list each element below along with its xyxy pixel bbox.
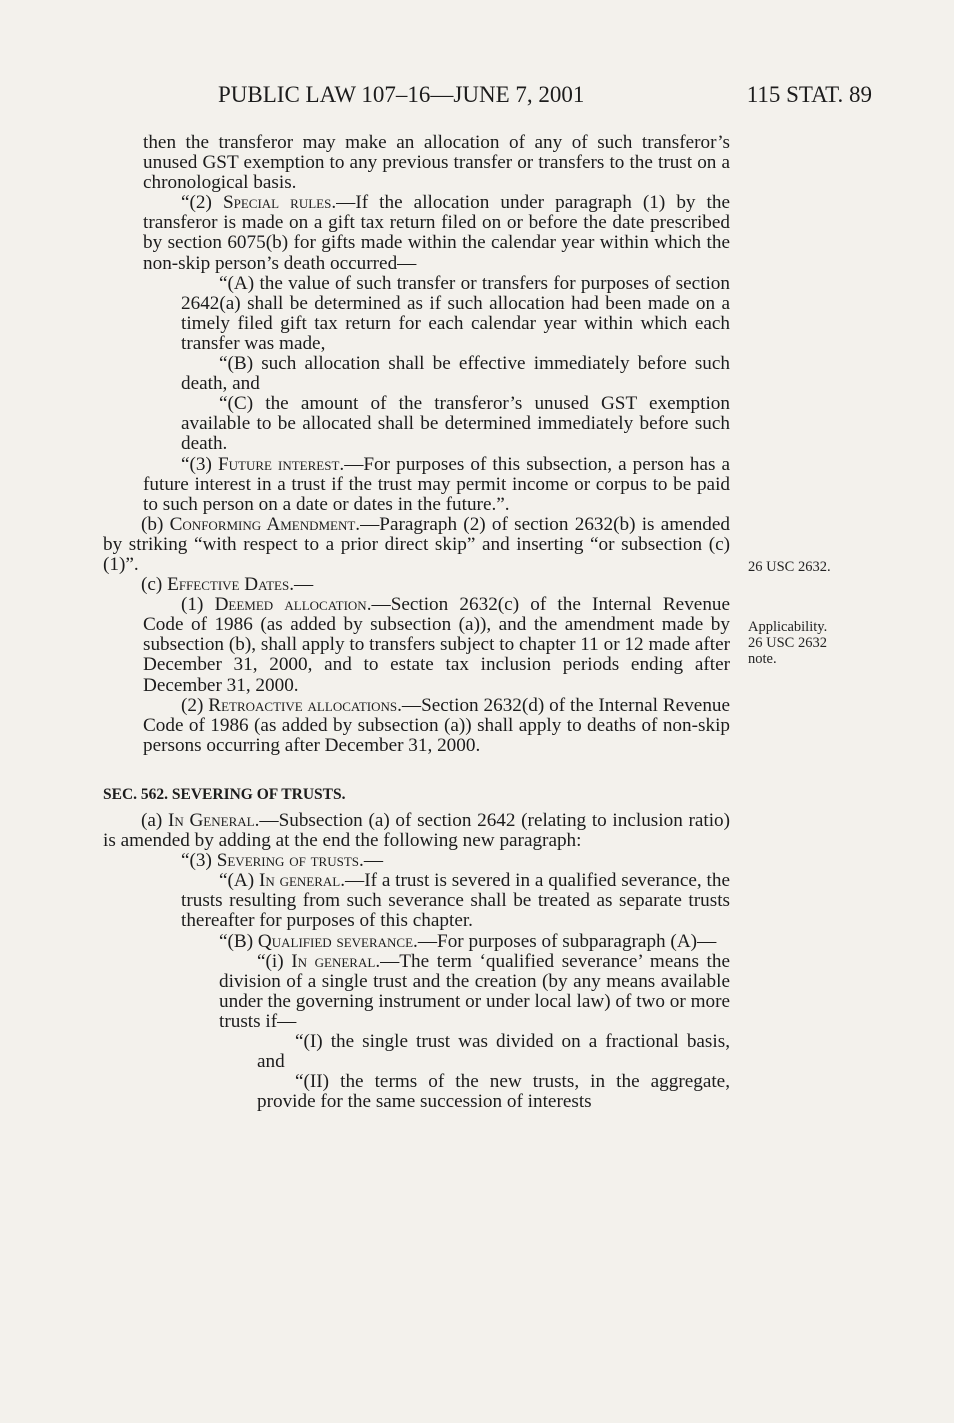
para-number: (c) [141,574,168,596]
subsection-c-effective-dates [103,575,730,595]
para-heading: Retroactive allocations [208,694,398,716]
para-heading: Special rules [222,192,332,214]
para-heading: In general [258,870,341,892]
para-number: (a) [141,810,168,831]
running-title: PUBLIC LAW 107–16—JUNE 7, 2001 [218,82,585,107]
para-heading: Conforming Amendment [169,513,356,535]
clause-i-in-general [103,952,730,1032]
subsection-a-in-general [103,811,730,851]
para-heading: Qualified severance [257,930,414,952]
para-text: .—For purposes of subparagraph (A)— [413,930,717,952]
subsection-b-conforming [103,515,730,575]
para-number: (1) [181,594,215,616]
para-number: “(3) [181,850,217,872]
para-number: “(2) [181,192,223,214]
margin-note-applicability [748,619,827,667]
paragraph-severing-of-trusts [103,851,730,871]
subparagraph-c: “(C) the amount of the transferor’s unused GST exemption available to be allocated shall be determined immediately before such death. [181,393,730,455]
margin-note-note-line: note. [748,651,777,667]
para-text: .—Subsection (a) of section 2642 (relating to inclusion ratio) is amended by adding at the end the following new paragraph: [103,810,731,852]
para-heading: Deemed allocation [214,594,367,616]
paragraph-future-interest [103,455,730,515]
paragraph-deemed-allocation [103,595,730,695]
para-text: .—Section 2632(d) of the Internal Revenue Code of 1986 (as added by subsection (a)) shall apply to deaths of non-skip persons occurring after December 31, 2000. [143,694,731,756]
para-heading: In general [291,950,376,972]
subclause-ii: “(II) the terms of the new trusts, in the aggregate, provide for the same succession of interests [257,1071,730,1113]
para-number: (2) [181,694,209,716]
margin-note-usc: 26 USC 2632. [748,559,831,575]
margin-note-applicability-label: Applicability. [748,619,828,635]
para-text: .— [289,574,314,596]
subparagraph-a: “(A) the value of such transfer or transfers for purposes of section 2642(a) shall be determined as if such allocation had been made on a timely filed gift tax return for each calendar year within which each transfer was made, [181,272,730,354]
para-text: .—If the allocation under paragraph (1) by the transferor is made on a gift tax return filed on or before the date prescribed by section 6075(b) for gifts made within the calendar year within which the non-skip person’s death occurred— [143,192,730,274]
para-heading: Future interest [217,453,340,475]
para-text: .—Paragraph (2) of section 2632(b) is amended by striking “with respect to a prior direct skip” and inserting “or subsection (c)(1)”. [103,513,730,575]
paragraph-retroactive-allocations [103,696,730,756]
page-body [103,133,730,1112]
para-text: .—For purposes of this subsection, a person has a future interest in a trust if the trust may permit income or corpus to be paid to such person on a date or dates in the future.”. [143,453,731,515]
page-header [0,82,954,114]
section-heading: SEC. 562. SEVERING OF TRUSTS. [103,785,346,803]
para-text: .—The term ‘qualified severance’ means the division of a single trust and the creation (by any means available under the governing instrument or under local law) of two or more trusts if— [219,950,730,1032]
para-heading: Severing of trusts [216,850,360,872]
paragraph-special-rules [103,193,730,273]
para-text: .—If a trust is severed in a qualified severance, the trusts resulting from such severance shall be treated as separate trusts thereafter for purposes of this chapter. [181,870,730,932]
stat-citation: 115 STAT. 89 [746,82,872,107]
subparagraph-b: “(B) such allocation shall be effective immediately before such death, and [181,353,730,395]
para-heading: Effective Dates [167,574,290,596]
para-text: .— [359,850,384,872]
subclause-i: “(I) the single trust was divided on a fractional basis, and [257,1031,730,1073]
para-number: “(3) [181,453,218,475]
para-number: “(A) [219,870,259,892]
subparagraph-a-in-general [103,871,730,931]
para-number: “(B) [219,930,258,952]
subparagraph-b-qualified-severance [103,932,730,952]
para-heading: In General [167,810,255,831]
para-number: “(i) [257,950,292,972]
para-number: (b) [141,513,170,535]
paragraph-continuation: then the transferor may make an allocation of any of such transferor’s unused GST exemption to any previous transfer or transfers to the trust on a chronological basis. [143,132,730,194]
margin-note-usc-line: 26 USC 2632 [748,635,827,651]
para-text: .—Section 2632(c) of the Internal Revenue Code of 1986 (as added by subsection (a)), and the amendment made by subsection (b), shall apply to transfers subject to chapter 11 or 12 made after December 31, 2000, and to estate tax inclusion periods ending after December 31, 2000. [143,594,731,696]
